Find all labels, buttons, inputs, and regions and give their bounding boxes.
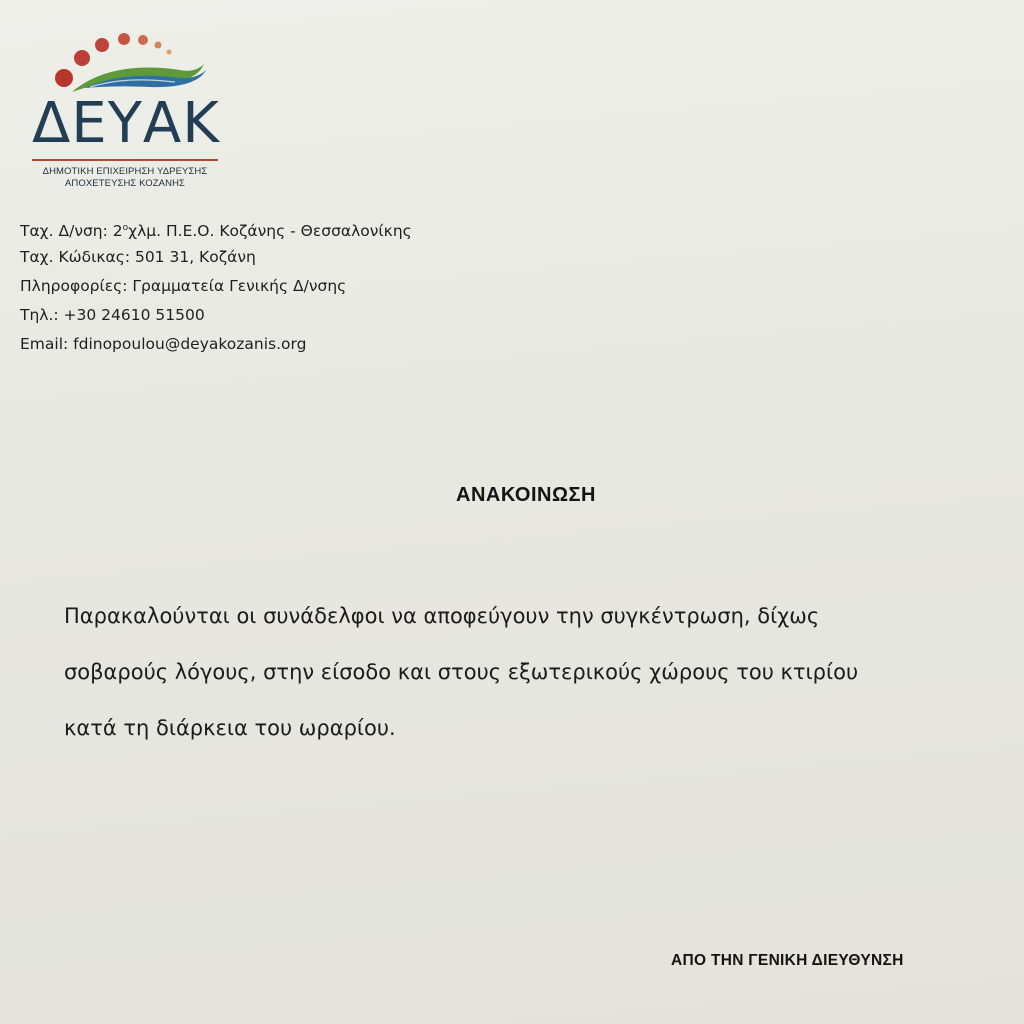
announcement-title: ΑΝΑΚΟΙΝΩΣΗ [456, 484, 596, 506]
body-line: κατά τη διάρκεια του ωραρίου. [64, 716, 396, 740]
contact-postal-code: Ταχ. Κώδικας: 501 31, Κοζάνη [20, 248, 256, 266]
logo-subtitle-line2: ΑΠΟΧΕΤΕΥΣΗΣ ΚΟΖΑΝΗΣ [64, 178, 186, 189]
logo-graphic-icon [30, 30, 230, 100]
signature-line: ΑΠΟ ΤΗΝ ΓΕΝΙΚΗ ΔΙΕΥΘΥΝΣΗ [671, 952, 904, 969]
contact-address: Ταχ. Δ/νση: $2^o\chi\lambda\mu$. Π.Ε.Ο. Κοζάνης - Θεσσαλονίκης [20, 222, 412, 240]
contact-details [20, 214, 412, 359]
logo-wordmark: ΔΕΥΑΚ [32, 91, 220, 156]
body-line: σοβαρούς λόγους, στην είσοδο και στους εξωτερικούς χώρους του κτιρίου [64, 660, 859, 684]
announcement-body [64, 588, 1014, 756]
organization-logo [30, 30, 230, 200]
body-line: Παρακαλούνται οι συνάδελφοι να αποφεύγουν την συγκέντρωση, δίχως [64, 604, 820, 628]
logo-subtitle-line1: ΔΗΜΟΤΙΚΗ ΕΠΙΧΕΙΡΗΣΗ ΥΔΡΕΥΣΗΣ [42, 166, 208, 177]
contact-phone: Τηλ.: +30 24610 51500 [20, 306, 205, 324]
contact-email: Email: fdinopoulou@deyakozanis.org [20, 335, 307, 353]
logo-divider [32, 159, 218, 161]
contact-info: Πληροφορίες: Γραμματεία Γενικής Δ/νσης [20, 277, 347, 295]
